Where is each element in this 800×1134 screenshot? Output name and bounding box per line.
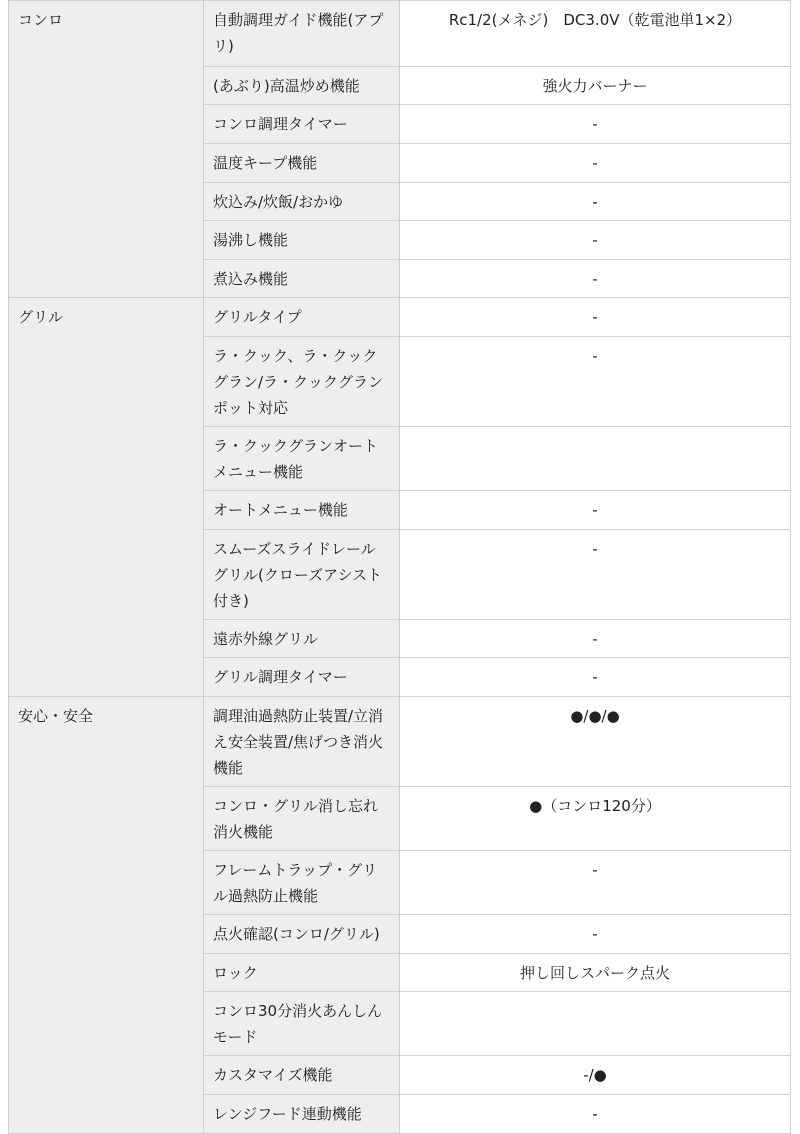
feature-label: ラ・クック、ラ・クックグラン/ラ・クックグランポット対応 [213, 347, 384, 417]
value-cell [400, 787, 791, 851]
feature-label: ロック [213, 964, 258, 982]
feature-cell [204, 260, 400, 298]
value-cell [400, 298, 791, 337]
feature-label: 温度キープ機能 [213, 154, 318, 172]
category-label: グリル [18, 308, 64, 326]
feature-cell [204, 144, 400, 183]
feature-cell [204, 530, 400, 620]
value-cell [400, 144, 791, 183]
feature-cell [204, 1095, 400, 1134]
feature-label: グリル調理タイマー [213, 668, 348, 686]
value-cell [400, 67, 791, 105]
feature-label: 煮込み機能 [213, 270, 289, 288]
feature-cell [204, 697, 400, 787]
value-cell [400, 183, 791, 221]
feature-cell [204, 337, 400, 427]
value-text: - [592, 925, 598, 943]
value-text: - [592, 501, 598, 519]
feature-cell [204, 658, 400, 697]
value-cell [400, 530, 791, 620]
feature-cell [204, 954, 400, 992]
feature-cell [204, 427, 400, 491]
feature-cell [204, 105, 400, 144]
value-text: -/● [583, 1066, 607, 1084]
value-cell [400, 992, 791, 1056]
feature-label: コンロ調理タイマー [213, 115, 348, 133]
feature-cell [204, 183, 400, 221]
feature-cell [204, 1056, 400, 1095]
feature-label: カスタマイズ機能 [213, 1066, 333, 1084]
value-text: - [592, 154, 598, 172]
feature-label: コンロ30分消火あんしんモード [213, 1002, 383, 1046]
spec-table [8, 0, 791, 1134]
category-cell [9, 1, 204, 298]
value-cell [400, 1, 791, 67]
value-text: - [592, 861, 598, 879]
value-cell [400, 620, 791, 658]
feature-label: レンジフード連動機能 [213, 1105, 362, 1123]
category-label: 安心・安全 [18, 707, 94, 725]
value-text: - [592, 193, 598, 211]
feature-cell [204, 787, 400, 851]
feature-cell [204, 851, 400, 915]
value-text: - [592, 540, 598, 558]
feature-label: スムーズスライドレールグリル(クローズアシスト付き) [213, 540, 383, 610]
value-cell [400, 697, 791, 787]
table-row [9, 697, 791, 787]
feature-label: 炊込み/炊飯/おかゆ [213, 193, 344, 211]
feature-label: フレームトラップ・グリル過熱防止機能 [213, 861, 378, 905]
feature-cell [204, 1, 400, 67]
feature-label: (あぶり)高温炒め機能 [213, 77, 360, 95]
value-text: ●/●/● [570, 707, 620, 725]
value-text: 強火力バーナー [542, 77, 648, 95]
value-text: - [592, 115, 598, 133]
value-cell [400, 1056, 791, 1095]
value-cell [400, 260, 791, 298]
value-cell [400, 221, 791, 260]
feature-cell [204, 298, 400, 337]
category-cell [9, 697, 204, 1134]
value-cell [400, 105, 791, 144]
value-text: - [592, 231, 598, 249]
category-label: コンロ [18, 11, 64, 29]
feature-label: オートメニュー機能 [213, 501, 348, 519]
feature-cell [204, 67, 400, 105]
value-text: - [592, 668, 598, 686]
feature-label: 湯沸し機能 [213, 231, 289, 249]
value-cell [400, 1095, 791, 1134]
table-row [9, 298, 791, 337]
feature-label: 自動調理ガイド機能(アプリ) [213, 11, 384, 55]
table-row [9, 1, 791, 67]
feature-label: ラ・クックグランオートメニュー機能 [213, 437, 379, 481]
category-cell [9, 298, 204, 697]
feature-label: 点火確認(コンロ/グリル) [213, 925, 380, 943]
value-text: ●（コンロ120分） [529, 797, 661, 815]
value-cell [400, 491, 791, 530]
feature-label: 調理油過熱防止装置/立消え安全装置/焦げつき消火機能 [213, 707, 384, 777]
value-text: - [592, 308, 598, 326]
value-text: - [592, 270, 598, 288]
feature-cell [204, 992, 400, 1056]
feature-label: コンロ・グリル消し忘れ消火機能 [213, 797, 379, 841]
value-cell [400, 658, 791, 697]
value-text: - [592, 1105, 598, 1123]
value-text: - [592, 630, 598, 648]
feature-cell [204, 620, 400, 658]
value-text: Rc1/2(メネジ) DC3.0V（乾電池単1×2） [448, 11, 742, 29]
value-cell [400, 337, 791, 427]
feature-label: グリルタイプ [213, 308, 302, 326]
value-cell [400, 954, 791, 992]
feature-label: 遠赤外線グリル [213, 630, 319, 648]
feature-cell [204, 221, 400, 260]
value-cell [400, 427, 791, 491]
value-cell [400, 915, 791, 954]
value-text: - [592, 347, 598, 365]
value-cell [400, 851, 791, 915]
feature-cell [204, 915, 400, 954]
value-text: 押し回しスパーク点火 [519, 964, 670, 982]
feature-cell [204, 491, 400, 530]
